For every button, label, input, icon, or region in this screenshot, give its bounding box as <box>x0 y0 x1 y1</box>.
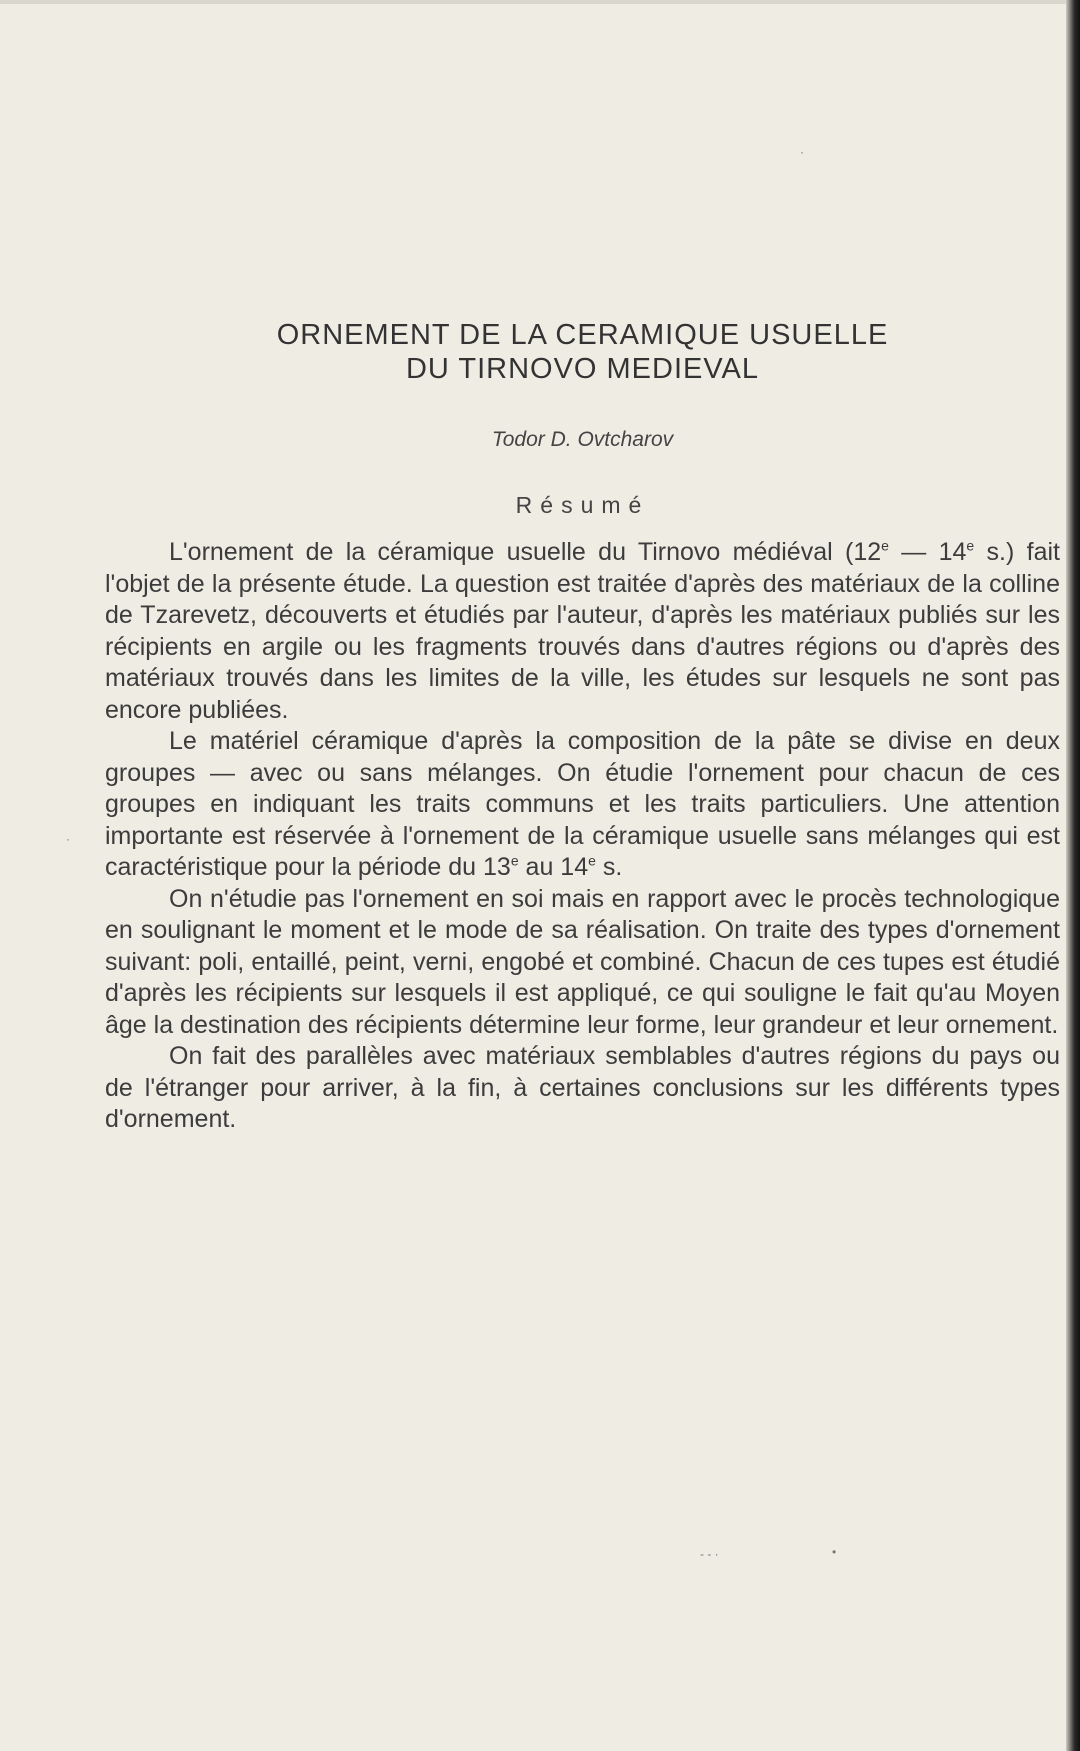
paper-speck: · <box>800 145 804 159</box>
section-heading: Résumé <box>515 492 650 518</box>
paper-speck: · <box>66 832 70 846</box>
title-line-1: ORNEMENT DE LA CERAMIQUE USUELLE <box>276 319 889 351</box>
abstract-body <box>105 537 1060 1136</box>
paragraph-2: Le matériel céramique d'après la composition de la pâte se divise en deux groupes — avec ou sans mélanges. On étudie l'ornement pour chacun de ces groupes en indiquant les traits communs et les traits particuliers. Une attention importante est réservée à l'ornement de la céramique usuelle sans mélanges qui est caractéristique pour la période du 13e au 14e s. <box>105 727 1060 881</box>
article <box>105 318 1060 1136</box>
paper-speck: • <box>832 1545 837 1559</box>
title-line-2: DU TIRNOVO MEDIEVAL <box>405 353 760 385</box>
paragraph-4: On fait des parallèles avec matériaux semblables d'autres régions du pays ou de l'étranger pour arriver, à la fin, à certaines conclusions sur les différents types d'ornement. <box>105 1042 1060 1133</box>
page-top-edge <box>0 0 1066 4</box>
paragraph-1: L'ornement de la céramique usuelle du Tirnovo médiéval (12e — 14e s.) fait l'objet de la présente étude. La question est traitée d'après des matériaux de la colline de Tzarevetz, découverts et étudiés par l'auteur, d'après les matériaux publiés sur les récipients en argile ou les fragments trouvés dans d'autres régions ou d'après des matériaux trouvés dans les limites de la ville, les études sur lesquels ne sont pas encore publiées. <box>105 537 1061 724</box>
article-title <box>105 318 1060 386</box>
paragraph-3: On n'étudie pas l'ornement en soi mais en rapport avec le procès technologique en soulignant le moment et le mode de sa réalisation. On traite des types d'ornement suivant: poli, entaillé, peint, verni, engobé et combiné. Chacun de ces tupes est étudié d'après les récipients sur lesquels il est appliqué, ce qui souligne le fait qu'au Moyen âge la destination des récipients détermine leur forme, leur grandeur et leur ornement. <box>105 884 1060 1039</box>
paper-speck: - - · <box>700 1547 719 1561</box>
author-name: Todor D. Ovtcharov <box>491 428 674 451</box>
page-right-edge <box>1066 0 1080 1751</box>
